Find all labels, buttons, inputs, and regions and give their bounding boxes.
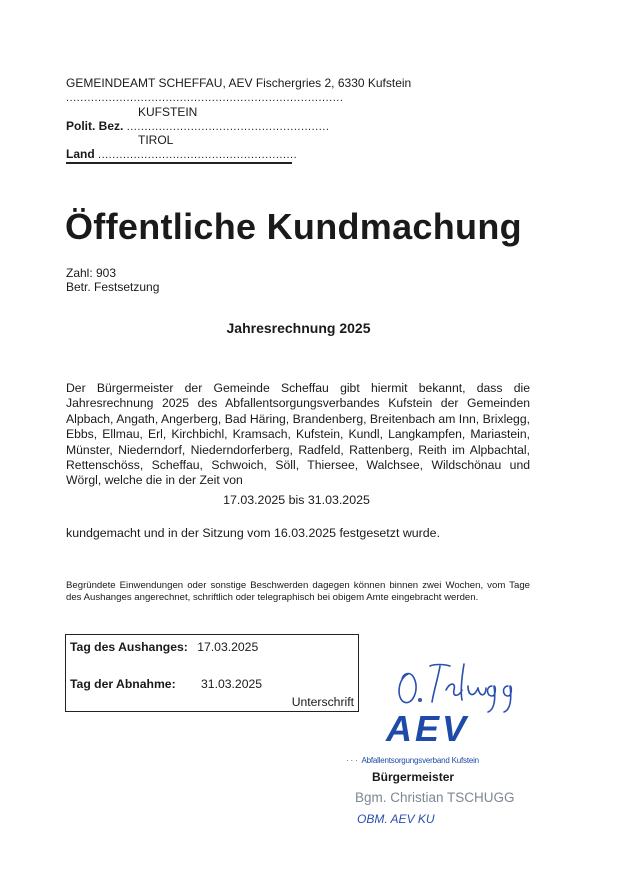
posted-row: [70, 640, 258, 654]
signature-graphic: [390, 656, 540, 716]
posted-date: 17.03.2025: [197, 640, 259, 654]
objection-notice: Begründete Einwendungen oder sonstige Beschwerden dagegen können binnen zwei Wochen, vom Tage des Aushanges angerechnet, schriftlich oder telegraphisch bei obigem Amte eingebracht werden.: [66, 580, 530, 604]
aev-logo: AEV: [386, 708, 470, 749]
state-value: TIROL: [138, 133, 174, 147]
removed-date: 31.03.2025: [201, 677, 263, 691]
document-subtitle-text: Jahresrechnung 2025: [226, 320, 371, 336]
state-label: Land: [66, 147, 95, 161]
signature-label: Unterschrift: [291, 695, 354, 709]
mayor-name: Bgm. Christian TSCHUGG: [355, 790, 515, 805]
stamp-dots: · · ·: [346, 756, 358, 765]
period-text: 17.03.2025 bis 31.03.2025: [223, 493, 370, 507]
reference-subject: Betr. Festsetzung: [66, 280, 160, 294]
page-title: Öffentliche Kundmachung: [65, 206, 522, 247]
document-subtitle: [0, 320, 621, 336]
reference-number: Zahl: 903: [66, 266, 117, 280]
state-dots: ........................................................: [98, 149, 298, 161]
handwritten-note: OBM. AEV KU: [357, 812, 435, 826]
district-value: KUFSTEIN: [138, 105, 198, 119]
dotted-line: ..............................................................................: [66, 92, 344, 104]
closing-text: kundgemacht und in der Sitzung vom 16.03.2025 festgesetzt wurde.: [66, 526, 441, 540]
state-row: [66, 147, 298, 162]
posted-label: Tag des Aushanges:: [70, 640, 188, 654]
stamp-org-row: [346, 756, 479, 765]
stamp-org: Abfallentsorgungsverband Kufstein: [361, 756, 479, 765]
announcement-paragraph: Der Bürgermeister der Gemeinde Scheffau gibt hiermit bekannt, dass die Jahresrechnung 2025 des Abfallentsorgungsverbandes Kufstein der Gemeinden Alpbach, Angath, Angerberg, Bad Häring, Brandenberg, Breitenbach am Inn, Brixlegg, Ebbs, Ellmau, Erl, Kirchbichl, Kramsach, Kufstein, Kundl, Langkampfen, Mariastein, Münster, Niederndorf, Niederndorferberg, Radfeld, Rattenberg, Reith im Alpbachtal, Rettenschöss, Scheffau, Schwoich, Söll, Thiersee, Walchsee, Wildschönau und Wörgl, welche die in der Zeit von: [66, 381, 530, 488]
district-label: Polit. Bez.: [66, 119, 124, 133]
district-row: [66, 119, 330, 134]
district-dots: .........................................................: [126, 121, 330, 133]
removed-label: Tag der Abnahme:: [70, 677, 176, 691]
header-underline: [66, 162, 292, 164]
period-row: [0, 493, 621, 507]
removed-row: [70, 677, 262, 691]
mayor-role: Bürgermeister: [372, 770, 455, 784]
posting-box: [65, 634, 359, 712]
office-line: GEMEINDEAMT SCHEFFAU, AEV Fischergries 2, 6330 Kufstein: [66, 76, 412, 90]
